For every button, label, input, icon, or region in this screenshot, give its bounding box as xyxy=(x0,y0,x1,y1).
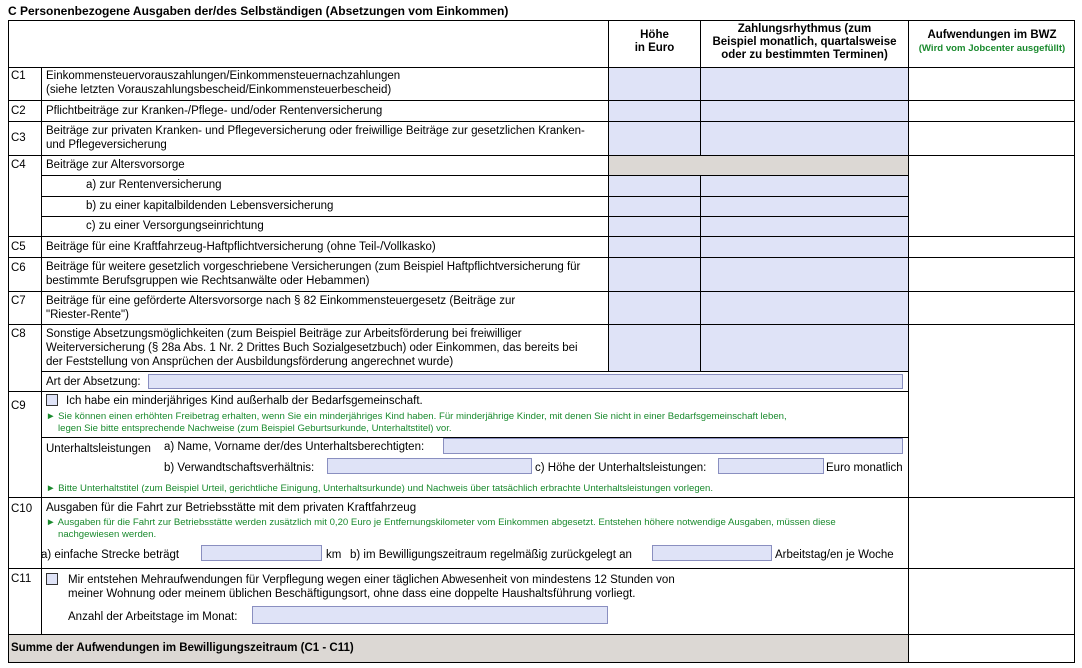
section-title: C Personenbezogene Ausgaben der/des Selbständigen (Absetzungen vom Einkommen) xyxy=(8,4,509,18)
c9-unterhalt-label: Unterhaltsleistungen xyxy=(46,443,151,455)
c9-note: ► Sie können einen erhöhten Freibetrag erhalten, wenn Sie ein minderjähriges Kind haben. Für minderjährige Kinder, mit denen Sie nicht in einer Bedarfsgemeinschaft leben, legen Sie bitte entsprechende Nachweise (zum Beispiel Geburtsurkunde, Unterhaltstitel) vor. xyxy=(46,411,787,434)
c4-text: Beiträge zur Altersvorsorge xyxy=(46,159,185,171)
c11-days-label: Anzahl der Arbeitstage im Monat: xyxy=(68,611,238,623)
c9-name-input[interactable] xyxy=(443,438,903,454)
c10-text: Ausgaben für die Fahrt zur Betriebsstätte mit dem privaten Kraftfahrzeug xyxy=(46,502,417,514)
c10-days-suffix: Arbeitstag/en je Woche xyxy=(775,549,894,561)
code-c8: C8 xyxy=(11,328,26,340)
header-amount: Höhe in Euro xyxy=(634,29,675,54)
c10-days-input[interactable] xyxy=(652,545,772,561)
code-c6: C6 xyxy=(11,262,26,274)
c1-text: Einkommensteuervorauszahlungen/Einkommensteuernachzahlungen (siehe letzten Vorauszahlungsbescheid/Einkommensteuerbescheid) xyxy=(46,70,401,96)
sum-label: Summe der Aufwendungen im Bewilligungszeitraum (C1 - C11) xyxy=(11,642,354,654)
c9-name-label: a) Name, Vorname der/des Unterhaltsberechtigten: xyxy=(164,441,425,453)
c11-days-input[interactable] xyxy=(252,606,608,624)
code-c10: C10 xyxy=(11,503,33,515)
c3-text: Beiträge zur privaten Kranken- und Pflegeversicherung oder freiwillige Beiträge zur gesetzlichen Kranken- und Pflegeversicherung xyxy=(46,125,585,151)
code-c2: C2 xyxy=(11,105,26,117)
c9-checkbox-label: Ich habe ein minderjähriges Kind außerhalb der Bedarfsgemeinschaft. xyxy=(66,395,423,407)
code-c7: C7 xyxy=(11,295,26,307)
c9-relation-input[interactable] xyxy=(327,458,532,474)
c8-text: Sonstige Absetzungsmöglichkeiten (zum Beispiel Beiträge zur Arbeitsförderung bei freiwilliger Weiterversicherung (§ 28a Abs. 1 Nr. 2 Drittes Buch Sozialgesetzbuch) oder Einkommen, das bereits bei der Feststellung von Ansprüchen der Ausbildungsförderung angerechnet wurde) xyxy=(46,328,578,368)
c5-text: Beiträge für eine Kraftfahrzeug-Haftpflichtversicherung (ohne Teil-/Vollkasko) xyxy=(46,241,436,253)
header-rhythm: Zahlungsrhythmus (zum Beispiel monatlich, quartalsweise oder zu bestimmten Terminen) xyxy=(712,23,897,61)
amount-rhythm-field-area xyxy=(608,67,908,371)
c11-checkbox[interactable] xyxy=(46,573,58,585)
c4a-text: a) zur Rentenversicherung xyxy=(86,179,222,191)
c4c-text: c) zu einer Versorgungseinrichtung xyxy=(86,220,264,232)
c6-text: Beiträge für weitere gesetzlich vorgeschriebene Versicherungen (zum Beispiel Haftpflichtversicherung für bestimmte Berufsgruppen wie Rechtsanwälte oder Hebammen) xyxy=(46,261,581,287)
c8-art-input[interactable] xyxy=(148,374,903,389)
code-c5: C5 xyxy=(11,241,26,253)
c10-distance-input[interactable] xyxy=(201,545,322,561)
c9-note2: ► Bitte Unterhaltstitel (zum Beispiel Urteil, gerichtliche Einigung, Unterhaltsurkunde) und Nachweis über tatsächlich erbrachte Unterhaltsleistungen vorlegen. xyxy=(46,483,713,494)
code-c3: C3 xyxy=(11,132,26,144)
code-c11: C11 xyxy=(11,573,32,585)
c9-relation-label: b) Verwandtschaftsverhältnis: xyxy=(164,462,315,474)
c4b-text: b) zu einer kapitalbildenden Lebensversicherung xyxy=(86,200,334,212)
c9-amount-label: c) Höhe der Unterhaltsleistungen: xyxy=(535,462,707,474)
c2-text: Pflichtbeiträge zur Kranken-/Pflege- und/oder Rentenversicherung xyxy=(46,105,383,117)
c10-note: ► Ausgaben für die Fahrt zur Betriebsstätte werden zusätzlich mit 0,20 Euro je Entfernungskilometer vom Einkommen abgesetzt. Entstehen höhere notwendige Ausgaben, müssen diese nachgewiesen werden. xyxy=(46,517,836,540)
c9-checkbox[interactable] xyxy=(46,394,58,406)
c10-days-label: b) im Bewilligungszeitraum regelmäßig zurückgelegt an xyxy=(350,549,632,561)
c10-km: km xyxy=(326,549,342,561)
c9-amount-suffix: Euro monatlich xyxy=(826,462,903,474)
c9-amount-input[interactable] xyxy=(718,458,824,474)
c8-art-label: Art der Absetzung: xyxy=(46,376,141,388)
c11-text: Mir entstehen Mehraufwendungen für Verpflegung wegen einer täglichen Abwesenheit von mindestens 12 Stunden von meiner Wohnung oder meinem üblichen Beschäftigungsort, ohne dass eine doppelte Haushaltsführung vorliegt. xyxy=(68,574,675,600)
c7-text: Beiträge für eine geförderte Altersvorsorge nach § 82 Einkommensteuergesetz (Beiträge zur "Riester-Rente") xyxy=(46,295,516,321)
header-bwz: Aufwendungen im BWZ (Wird vom Jobcenter ausgefüllt) xyxy=(918,29,1066,54)
code-c1: C1 xyxy=(11,70,26,82)
c4-gray-header xyxy=(608,155,908,175)
code-c4: C4 xyxy=(11,159,26,171)
c10-distance-label: a) einfache Strecke beträgt xyxy=(41,549,180,561)
code-c9: C9 xyxy=(11,400,26,412)
